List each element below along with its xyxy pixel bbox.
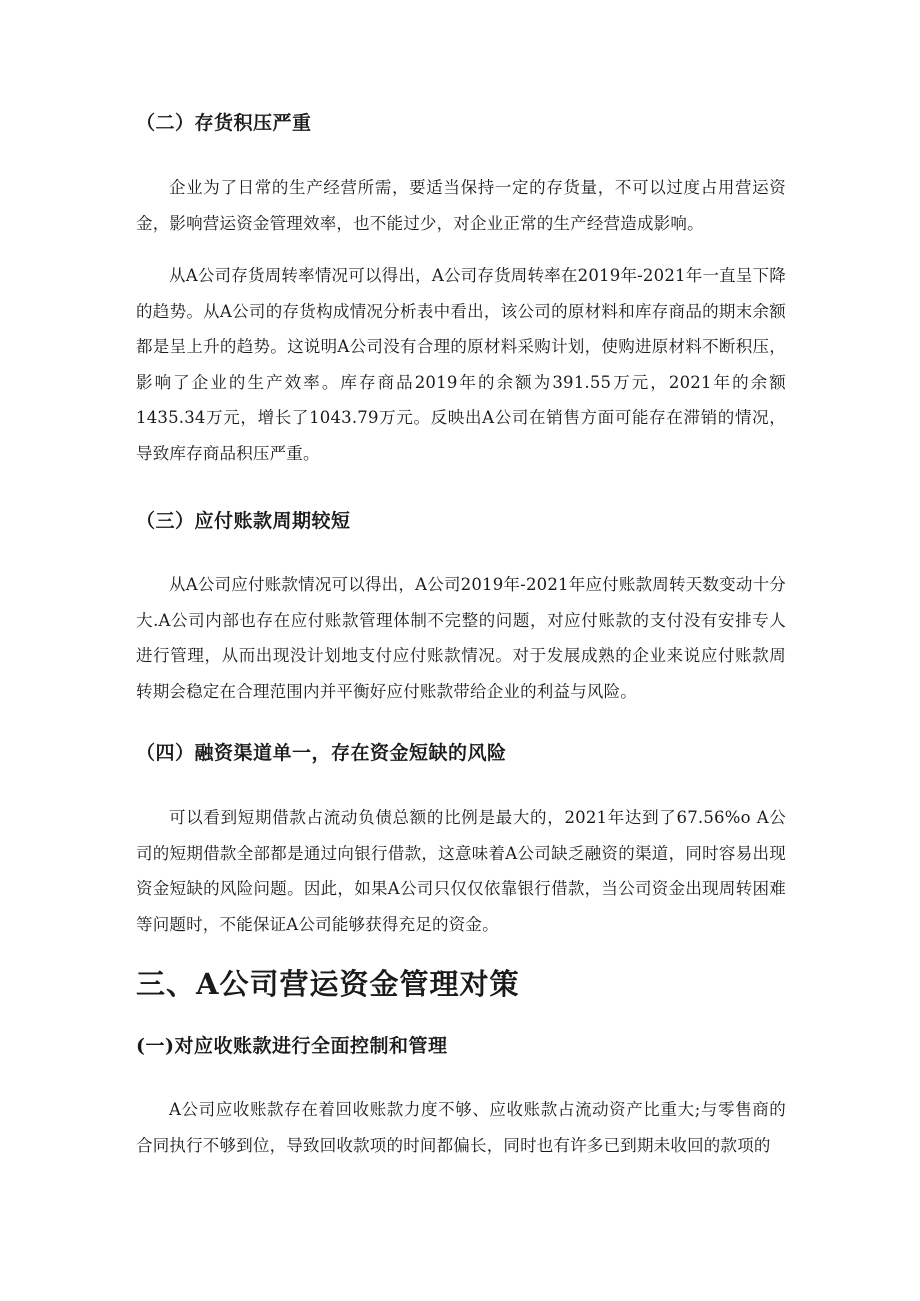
paragraph-receivables-intro: A公司应收账款存在着回收账款力度不够、应收账款占流动资产比重大;与零售商的合同执行不够到位，导致回收款项的时间都偏长，同时也有许多已到期未收回的款项的 — [136, 1100, 786, 1155]
paragraph-payables-analysis: 从A公司应付账款情况可以得出，A公司2019年-2021年应付账款周转天数变动十分大.A公司内部也存在应付账款管理体制不完整的问题，对应付账款的支付没有安排专人进行管理，从而出现没计划地支付应付账款情况。对于发展成熟的企业来说应付账款周转期会稳定在合理范围内并平衡好应付账款带给企业的利益与风险。 — [136, 575, 786, 701]
paragraph-financing-analysis: 可以看到短期借款占流动负债总额的比例是最大的，2021年达到了67.56%o A公司的短期借款全部都是通过向银行借款，这意味着A公司缺乏融资的渠道，同时容易出现资金短缺的风险问题。因此，如果A公司只仅仅依靠银行借款，当公司资金出现周转困难等问题时，不能保证A公司能够获得充足的资金。 — [136, 808, 786, 934]
paragraph-inventory-analysis: 从A公司存货周转率情况可以得出，A公司存货周转率在2019年-2021年一直呈下降的趋势。从A公司的存货构成情况分析表中看出，该公司的原材料和库存商品的期末余额都是呈上升的趋势。这说明A公司没有合理的原材料采购计划，使购进原材料不断积压，影响了企业的生产效率。库存商品2019年的余额为391.55万元，2021年的余额1435.34万元，增长了1043.79万元。反映出A公司在销售方面可能存在滞销的情况，导致库存商品积压严重。 — [136, 266, 786, 463]
paragraph-inventory-intro: 企业为了日常的生产经营所需，要适当保持一定的存货量，不可以过度占用营运资金，影响营运资金管理效率，也不能过少，对企业正常的生产经营造成影响。 — [136, 178, 786, 233]
section-heading-inventory: （二）存货积压严重 — [136, 112, 312, 134]
section-heading-financing: （四）融资渠道单一，存在资金短缺的风险 — [136, 742, 507, 764]
chapter-title: 三、A公司营运资金管理对策 — [136, 967, 520, 1001]
subsection-heading-receivables: (一)对应收账款进行全面控制和管理 — [136, 1035, 448, 1057]
section-heading-payables: （三）应付账款周期较短 — [136, 510, 351, 532]
